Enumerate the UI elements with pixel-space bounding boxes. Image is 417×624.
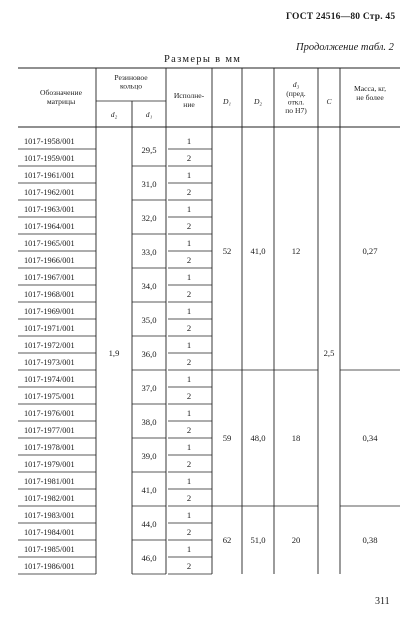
designation-cell: 1017-1983/001 xyxy=(24,511,75,520)
designation-header: Обозначение xyxy=(40,88,82,97)
variant-cell: 2 xyxy=(186,425,192,435)
d1-cell: 41,0 xyxy=(141,485,157,495)
d3-header: d₃ xyxy=(292,80,300,89)
designation-cell: 1017-1986/001 xyxy=(24,562,75,571)
d3-header-note: (пред. xyxy=(286,89,306,98)
d1-cell: 37,0 xyxy=(141,383,157,393)
D1-header: D₁ xyxy=(222,97,232,106)
designation-cell: 1017-1974/001 xyxy=(24,375,75,384)
variant-cell: 1 xyxy=(186,306,192,316)
ring-group-header: кольцо xyxy=(119,81,143,91)
ring-group-header: Резиновое xyxy=(114,73,148,82)
designation-cell: 1017-1963/001 xyxy=(24,205,75,214)
variant-cell: 2 xyxy=(186,459,192,469)
mass-cell: 0,38 xyxy=(362,535,378,545)
d3-header-note: по Н7) xyxy=(285,106,307,115)
designation-cell: 1017-1958/001 xyxy=(24,137,75,146)
variant-cell: 1 xyxy=(186,340,192,350)
variant-cell: 1 xyxy=(186,272,192,282)
d3-header-note: откл. xyxy=(287,97,305,107)
designation-cell: 1017-1985/001 xyxy=(24,545,75,554)
page-reference: Стр. 45 xyxy=(362,12,396,22)
d1-cell: 34,0 xyxy=(141,281,157,291)
d1-cell: 44,0 xyxy=(141,519,157,529)
variant-cell: 1 xyxy=(186,170,192,180)
units-caption: Размеры в мм xyxy=(164,54,242,65)
variant-cell: 2 xyxy=(186,289,192,299)
D2-header: D₂ xyxy=(253,97,263,106)
designation-cell: 1017-1973/001 xyxy=(24,358,75,367)
d1-cell: 32,0 xyxy=(141,213,157,223)
variant-cell: 2 xyxy=(186,357,192,367)
designation-cell: 1017-1971/001 xyxy=(24,324,75,333)
variant-header: Исполне- xyxy=(173,91,205,100)
designation-cell: 1017-1975/001 xyxy=(24,392,75,401)
D2-cell: 41,0 xyxy=(250,246,266,256)
designation-cell: 1017-1978/001 xyxy=(24,443,75,452)
C-cell: 2,5 xyxy=(323,348,335,358)
designation-cell: 1017-1965/001 xyxy=(24,239,75,248)
d1-cell: 39,0 xyxy=(141,451,157,461)
designation-cell: 1017-1984/001 xyxy=(24,528,75,537)
d1-cell: 46,0 xyxy=(141,553,157,563)
d1-cell: 36,0 xyxy=(141,349,157,359)
variant-cell: 2 xyxy=(186,153,192,163)
variant-cell: 2 xyxy=(186,221,192,231)
designation-cell: 1017-1976/001 xyxy=(24,409,75,418)
d3-cell: 18 xyxy=(291,433,301,443)
variant-cell: 2 xyxy=(186,493,192,503)
variant-cell: 2 xyxy=(186,255,192,265)
d1-cell: 31,0 xyxy=(141,179,157,189)
D2-cell: 51,0 xyxy=(250,535,266,545)
mass-header: не более xyxy=(356,93,384,102)
designation-cell: 1017-1964/001 xyxy=(24,222,75,231)
mass-cell: 0,34 xyxy=(362,433,378,443)
variant-cell: 2 xyxy=(186,561,192,571)
designation-cell: 1017-1977/001 xyxy=(24,426,75,435)
variant-cell: 1 xyxy=(186,136,192,146)
designation-cell: 1017-1967/001 xyxy=(24,273,75,282)
d3-cell: 12 xyxy=(291,246,301,256)
d1-cell: 35,0 xyxy=(141,315,157,325)
page-number: 311 xyxy=(375,596,390,607)
D2-cell: 48,0 xyxy=(250,433,266,443)
variant-cell: 1 xyxy=(186,510,192,520)
designation-header: матрицы xyxy=(46,97,76,106)
variant-cell: 2 xyxy=(186,391,192,401)
designation-cell: 1017-1982/001 xyxy=(24,494,75,503)
d1-cell: 29,5 xyxy=(141,145,157,155)
d1-header: d₁ xyxy=(145,110,153,119)
designation-cell: 1017-1981/001 xyxy=(24,477,75,486)
table-continuation-label: Продолжение табл. 2 xyxy=(296,42,394,53)
designation-cell: 1017-1968/001 xyxy=(24,290,75,299)
variant-cell: 1 xyxy=(186,544,192,554)
variant-cell: 2 xyxy=(186,323,192,333)
d3-cell: 20 xyxy=(291,535,301,545)
d1-cell: 33,0 xyxy=(141,247,157,257)
designation-cell: 1017-1961/001 xyxy=(24,171,75,180)
designation-cell: 1017-1966/001 xyxy=(24,256,75,265)
variant-cell: 2 xyxy=(186,187,192,197)
d2-header: d₂ xyxy=(110,110,118,119)
designation-cell: 1017-1972/001 xyxy=(24,341,75,350)
designation-cell: 1017-1979/001 xyxy=(24,460,75,469)
mass-cell: 0,27 xyxy=(362,246,378,256)
variant-cell: 1 xyxy=(186,442,192,452)
D1-cell: 52 xyxy=(222,246,232,256)
variant-cell: 1 xyxy=(186,408,192,418)
d1-cell: 38,0 xyxy=(141,417,157,427)
variant-header: ние xyxy=(183,100,195,109)
variant-cell: 2 xyxy=(186,527,192,537)
variant-cell: 1 xyxy=(186,374,192,384)
variant-cell: 1 xyxy=(186,476,192,486)
mass-header: Масса, кг, xyxy=(354,84,386,93)
standard-number: ГОСТ 24516—80 xyxy=(286,12,361,22)
D1-cell: 62 xyxy=(222,535,232,545)
D1-cell: 59 xyxy=(222,433,232,443)
variant-cell: 1 xyxy=(186,238,192,248)
C-header: C xyxy=(326,97,332,106)
designation-cell: 1017-1969/001 xyxy=(24,307,75,316)
designation-cell: 1017-1959/001 xyxy=(24,154,75,163)
d2-cell: 1,9 xyxy=(108,348,120,358)
designation-cell: 1017-1962/001 xyxy=(24,188,75,197)
variant-cell: 1 xyxy=(186,204,192,214)
